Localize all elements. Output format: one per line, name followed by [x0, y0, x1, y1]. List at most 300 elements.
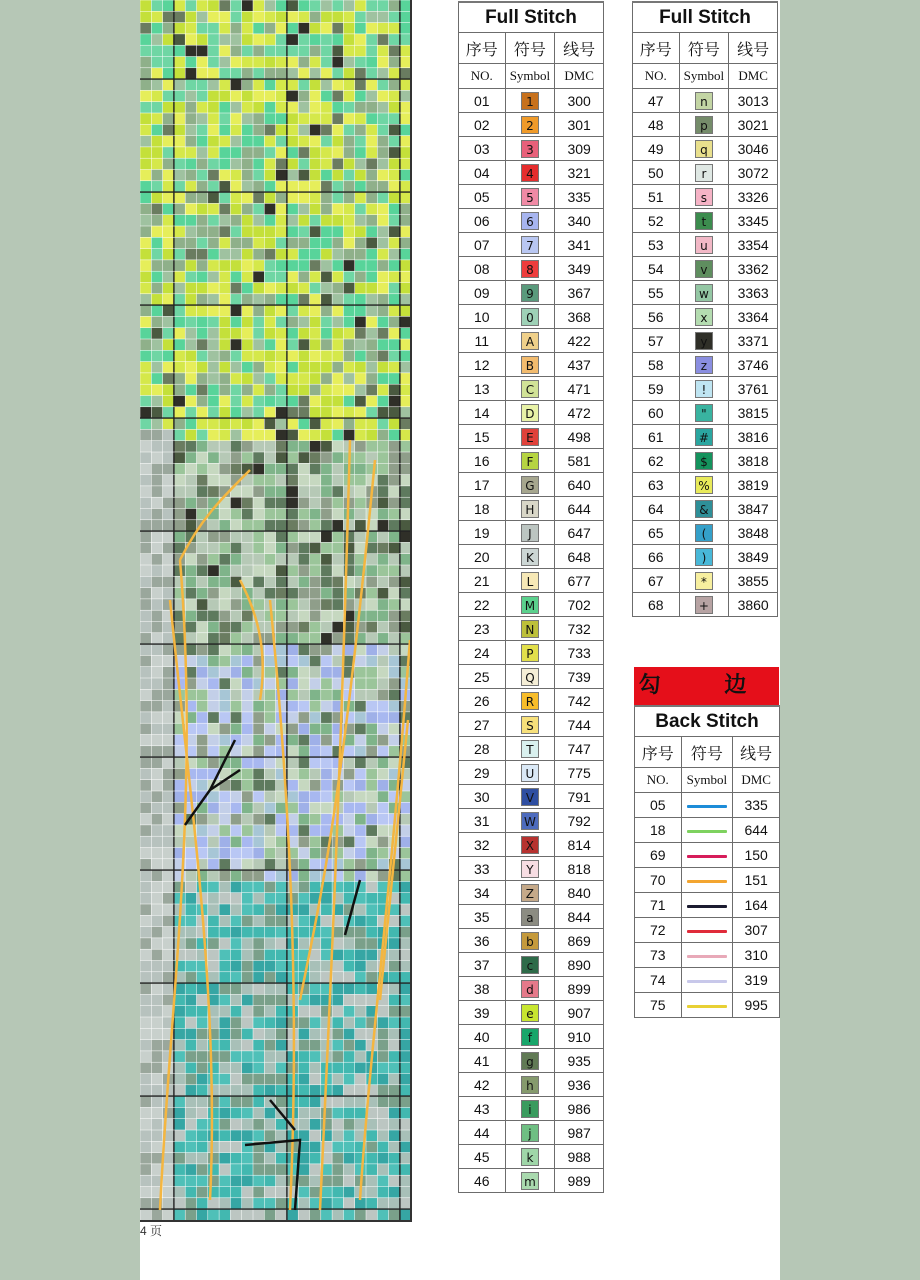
key-no: 69 [635, 843, 682, 868]
chart-cell [264, 23, 275, 34]
chart-cell [163, 893, 174, 904]
chart-cell [355, 961, 366, 972]
chart-cell [321, 1119, 332, 1130]
chart-cell [343, 791, 354, 802]
chart-cell [389, 554, 400, 565]
chart-cell [185, 158, 196, 169]
chart-cell [287, 418, 298, 429]
chart-cell [219, 147, 230, 158]
key-no: 53 [633, 233, 680, 257]
chart-cell [230, 814, 241, 825]
key-no: 07 [459, 233, 506, 257]
chart-cell [298, 554, 309, 565]
chart-cell [219, 848, 230, 859]
chart-cell [197, 723, 208, 734]
chart-cell [389, 305, 400, 316]
chart-cell [253, 599, 264, 610]
chart-cell [332, 170, 343, 181]
chart-cell [253, 57, 264, 68]
chart-cell [264, 791, 275, 802]
chart-cell [276, 1017, 287, 1028]
chart-cell [321, 520, 332, 531]
chart-cell [366, 102, 377, 113]
chart-cell [310, 475, 321, 486]
chart-cell [366, 90, 377, 101]
chart-cell [163, 938, 174, 949]
chart-cell [174, 316, 185, 327]
chart-cell [276, 972, 287, 983]
chart-cell [264, 350, 275, 361]
chart-cell [230, 181, 241, 192]
key-row [459, 713, 604, 737]
chart-cell [355, 780, 366, 791]
chart-cell [140, 1175, 151, 1186]
chart-cell [197, 475, 208, 486]
key-dmc: 471 [555, 377, 604, 401]
key-symbol-cell [505, 425, 555, 449]
chart-cell [355, 0, 366, 11]
chart-cell [208, 520, 219, 531]
line-swatch-cell [681, 893, 733, 918]
chart-cell [332, 362, 343, 373]
chart-cell [298, 203, 309, 214]
chart-cell [151, 554, 162, 565]
chart-cell [287, 576, 298, 587]
chart-cell [310, 1141, 321, 1152]
chart-cell [355, 215, 366, 226]
chart-cell [174, 475, 185, 486]
chart-cell [140, 396, 151, 407]
chart-cell [298, 350, 309, 361]
chart-cell [219, 622, 230, 633]
chart-cell [230, 1141, 241, 1152]
key-symbol-cell [679, 353, 729, 377]
chart-cell [140, 11, 151, 22]
chart-cell [185, 588, 196, 599]
chart-cell [400, 249, 411, 260]
chart-cell [151, 893, 162, 904]
chart-cell [298, 893, 309, 904]
key-symbol-cell [505, 569, 555, 593]
chart-cell [163, 802, 174, 813]
chart-cell [355, 79, 366, 90]
chart-cell [151, 23, 162, 34]
chart-cell [321, 689, 332, 700]
chart-cell [276, 927, 287, 938]
key-row [459, 593, 604, 617]
chart-cell [366, 1175, 377, 1186]
chart-cell [163, 79, 174, 90]
chart-cell [366, 791, 377, 802]
chart-cell [321, 655, 332, 666]
chart-cell [230, 260, 241, 271]
key-no: 16 [459, 449, 506, 473]
chart-cell [163, 768, 174, 779]
chart-cell [219, 520, 230, 531]
chart-cell [197, 927, 208, 938]
chart-cell [287, 192, 298, 203]
chart-cell [400, 599, 411, 610]
chart-cell [230, 961, 241, 972]
chart-cell [377, 576, 388, 587]
chart-cell [264, 1130, 275, 1141]
chart-cell [366, 678, 377, 689]
chart-cell [400, 294, 411, 305]
key-no: 28 [459, 737, 506, 761]
chart-cell [321, 554, 332, 565]
chart-cell [230, 497, 241, 508]
symbol-swatch: k [521, 1148, 539, 1166]
chart-cell [343, 203, 354, 214]
chart-cell [377, 373, 388, 384]
chart-cell [377, 531, 388, 542]
chart-cell [298, 34, 309, 45]
chart-cell [389, 136, 400, 147]
key-no: 49 [633, 137, 680, 161]
chart-cell [355, 678, 366, 689]
chart-cell [208, 1141, 219, 1152]
chart-cell [310, 441, 321, 452]
chart-cell [310, 79, 321, 90]
chart-cell [287, 1209, 298, 1220]
chart-cell [151, 124, 162, 135]
chart-cell [163, 509, 174, 520]
chart-cell [287, 203, 298, 214]
key-row [459, 689, 604, 713]
chart-cell [208, 34, 219, 45]
key-dmc: 581 [555, 449, 604, 473]
chart-cell [310, 350, 321, 361]
chart-cell [197, 701, 208, 712]
chart-cell [264, 1198, 275, 1209]
chart-cell [163, 972, 174, 983]
chart-cell [208, 746, 219, 757]
chart-cell [298, 520, 309, 531]
chart-cell [355, 1209, 366, 1220]
chart-cell [185, 486, 196, 497]
chart-cell [389, 1062, 400, 1073]
chart-cell [151, 1028, 162, 1039]
chart-cell [264, 509, 275, 520]
chart-cell [332, 599, 343, 610]
key-dmc: 995 [733, 993, 780, 1018]
chart-cell [400, 23, 411, 34]
chart-cell [377, 1141, 388, 1152]
chart-cell [298, 57, 309, 68]
chart-cell [230, 463, 241, 474]
chart-cell [197, 814, 208, 825]
chart-cell [276, 836, 287, 847]
key-row [459, 617, 604, 641]
chart-cell [287, 181, 298, 192]
chart-cell [219, 1164, 230, 1175]
key-symbol-cell [505, 1097, 555, 1121]
chart-cell [366, 1130, 377, 1141]
symbol-swatch: K [521, 548, 539, 566]
chart-cell [332, 520, 343, 531]
key-no: 59 [633, 377, 680, 401]
chart-cell [264, 68, 275, 79]
chart-cell [140, 475, 151, 486]
key-row [633, 257, 778, 281]
chart-cell [377, 418, 388, 429]
chart-cell [185, 870, 196, 881]
chart-cell [219, 328, 230, 339]
chart-cell [185, 418, 196, 429]
chart-cell [276, 305, 287, 316]
chart-cell [355, 746, 366, 757]
chart-cell [185, 23, 196, 34]
chart-cell [163, 328, 174, 339]
chart-cell [389, 622, 400, 633]
chart-cell [208, 192, 219, 203]
chart-cell [163, 1187, 174, 1198]
chart-cell [230, 610, 241, 621]
chart-cell [377, 655, 388, 666]
key-dmc: 3819 [729, 473, 778, 497]
key-no: 55 [633, 281, 680, 305]
chart-cell [230, 554, 241, 565]
chart-cell [140, 1074, 151, 1085]
chart-cell [389, 701, 400, 712]
chart-cell [389, 384, 400, 395]
chart-cell [366, 362, 377, 373]
chart-cell [230, 452, 241, 463]
chart-cell [377, 384, 388, 395]
key-row [633, 497, 778, 521]
chart-cell [298, 68, 309, 79]
chart-cell [332, 192, 343, 203]
chart-cell [242, 1040, 253, 1051]
chart-cell [151, 520, 162, 531]
chart-cell [151, 576, 162, 587]
chart-cell [208, 689, 219, 700]
chart-cell [310, 463, 321, 474]
chart-cell [151, 237, 162, 248]
chart-cell [163, 1096, 174, 1107]
chart-cell [242, 655, 253, 666]
chart-cell [400, 994, 411, 1005]
header-no-cn: 序号 [459, 33, 506, 64]
chart-cell [230, 904, 241, 915]
chart-cell [219, 294, 230, 305]
chart-cell [230, 1209, 241, 1220]
chart-cell [174, 362, 185, 373]
chart-cell [208, 870, 219, 881]
chart-cell [264, 45, 275, 56]
chart-cell [366, 158, 377, 169]
chart-cell [151, 531, 162, 542]
chart-cell [389, 113, 400, 124]
key-dmc: 3848 [729, 521, 778, 545]
back-stitch-key-table [634, 705, 780, 1018]
key-no: 75 [635, 993, 682, 1018]
chart-cell [321, 170, 332, 181]
symbol-swatch: V [521, 788, 539, 806]
key-no: 74 [635, 968, 682, 993]
chart-cell [343, 158, 354, 169]
chart-cell [151, 689, 162, 700]
chart-cell [197, 260, 208, 271]
chart-cell [298, 181, 309, 192]
chart-cell [219, 260, 230, 271]
chart-cell [219, 1107, 230, 1118]
chart-cell [163, 565, 174, 576]
chart-cell [276, 859, 287, 870]
chart-cell [389, 678, 400, 689]
symbol-swatch: L [521, 572, 539, 590]
chart-cell [332, 848, 343, 859]
symbol-swatch: 7 [521, 236, 539, 254]
chart-cell [321, 814, 332, 825]
chart-cell [377, 599, 388, 610]
chart-cell [276, 418, 287, 429]
line-swatch [687, 980, 727, 983]
chart-cell [332, 418, 343, 429]
chart-cell [389, 237, 400, 248]
chart-cell [208, 554, 219, 565]
chart-cell [163, 859, 174, 870]
key-dmc: 840 [555, 881, 604, 905]
chart-cell [174, 667, 185, 678]
chart-cell [321, 904, 332, 915]
chart-cell [298, 1119, 309, 1130]
chart-cell [140, 655, 151, 666]
chart-cell [163, 68, 174, 79]
chart-cell [366, 339, 377, 350]
chart-cell [377, 667, 388, 678]
key-symbol-cell [679, 209, 729, 233]
chart-cell [197, 11, 208, 22]
chart-cell [151, 1062, 162, 1073]
chart-cell [343, 373, 354, 384]
chart-cell [377, 170, 388, 181]
chart-cell [276, 23, 287, 34]
chart-cell [174, 1062, 185, 1073]
chart-cell [366, 633, 377, 644]
chart-cell [140, 328, 151, 339]
key-row [459, 545, 604, 569]
key-symbol-cell [679, 425, 729, 449]
chart-cell [310, 1028, 321, 1039]
chart-cell [253, 136, 264, 147]
chart-cell [276, 961, 287, 972]
header-no-cn: 序号 [633, 33, 680, 64]
chart-cell [242, 283, 253, 294]
chart-cell [163, 655, 174, 666]
chart-cell [343, 1051, 354, 1062]
chart-cell [321, 735, 332, 746]
chart-cell [400, 1062, 411, 1073]
key-no: 64 [633, 497, 680, 521]
chart-cell [343, 983, 354, 994]
key-no: 43 [459, 1097, 506, 1121]
symbol-swatch: # [695, 428, 713, 446]
chart-cell [151, 1017, 162, 1028]
chart-cell [253, 463, 264, 474]
symbol-swatch: Q [521, 668, 539, 686]
chart-cell [242, 983, 253, 994]
key-no: 48 [633, 113, 680, 137]
chart-cell [310, 1164, 321, 1175]
key-symbol-cell [505, 545, 555, 569]
chart-cell [185, 1198, 196, 1209]
chart-cell [174, 34, 185, 45]
chart-cell [343, 57, 354, 68]
chart-cell [276, 102, 287, 113]
key-symbol-cell [505, 113, 555, 137]
chart-cell [400, 1175, 411, 1186]
key-dmc: 3847 [729, 497, 778, 521]
chart-cell [377, 113, 388, 124]
chart-cell [151, 1209, 162, 1220]
chart-cell [377, 1175, 388, 1186]
chart-cell [174, 203, 185, 214]
chart-cell [253, 373, 264, 384]
chart-cell [298, 768, 309, 779]
chart-cell [332, 565, 343, 576]
symbol-swatch: i [521, 1100, 539, 1118]
chart-cell [163, 542, 174, 553]
key-no: 03 [459, 137, 506, 161]
chart-cell [298, 678, 309, 689]
chart-cell [140, 192, 151, 203]
chart-cell [343, 226, 354, 237]
chart-cell [151, 79, 162, 90]
chart-cell [310, 825, 321, 836]
chart-cell [253, 1209, 264, 1220]
key-no: 32 [459, 833, 506, 857]
chart-cell [197, 1062, 208, 1073]
chart-cell [287, 780, 298, 791]
chart-cell [242, 994, 253, 1005]
chart-cell [230, 1074, 241, 1085]
chart-cell [377, 678, 388, 689]
chart-cell [298, 305, 309, 316]
key-row [633, 401, 778, 425]
chart-cell [219, 57, 230, 68]
chart-cell [219, 226, 230, 237]
chart-cell [140, 113, 151, 124]
chart-cell [185, 226, 196, 237]
chart-cell [163, 780, 174, 791]
chart-cell [276, 0, 287, 11]
chart-cell [140, 689, 151, 700]
chart-cell [298, 283, 309, 294]
key-symbol-cell [679, 257, 729, 281]
chart-cell [377, 260, 388, 271]
chart-cell [219, 192, 230, 203]
chart-cell [343, 1017, 354, 1028]
chart-cell [208, 848, 219, 859]
chart-cell [208, 814, 219, 825]
key-no: 15 [459, 425, 506, 449]
key-dmc: 648 [555, 545, 604, 569]
chart-cell [163, 463, 174, 474]
key-dmc: 3818 [729, 449, 778, 473]
chart-cell [389, 1017, 400, 1028]
chart-cell [321, 678, 332, 689]
chart-cell [366, 848, 377, 859]
chart-cell [276, 328, 287, 339]
full-stitch-key-table-right [632, 1, 778, 617]
chart-cell [400, 825, 411, 836]
chart-cell [140, 203, 151, 214]
line-swatch [687, 880, 727, 883]
chart-cell [219, 870, 230, 881]
symbol-swatch: h [521, 1076, 539, 1094]
chart-cell [230, 102, 241, 113]
